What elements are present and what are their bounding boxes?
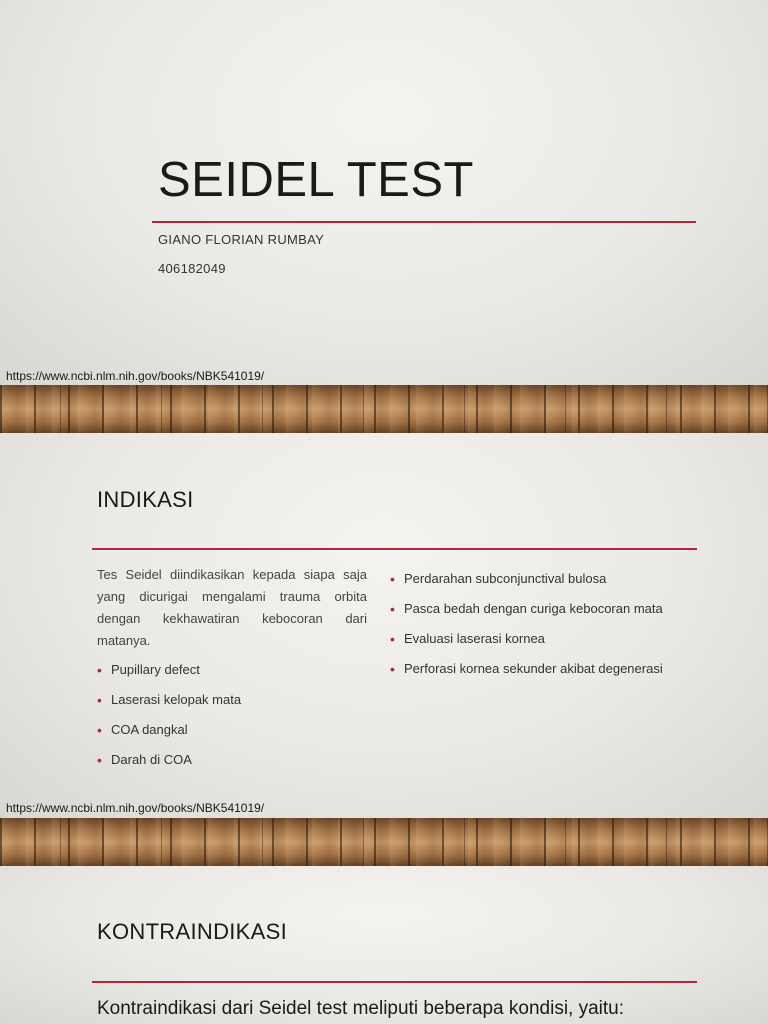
indikasi-intro: Tes Seidel diindikasikan kepada siapa saja yang dicurigai mengalami trauma orbita dengan kekhawatiran kebocoran dari matanya. (97, 567, 367, 648)
list-item: • Evaluasi laserasi kornea (390, 630, 710, 660)
wood-floor-band-1 (0, 385, 768, 433)
list-item: • Perforasi kornea sekunder akibat degenerasi (390, 660, 710, 690)
student-id: 406182049 (158, 261, 226, 276)
list-item: • Perdarahan subconjunctival bulosa (390, 570, 710, 600)
list-item: • Darah di COA (97, 751, 367, 781)
slide-1 (0, 0, 768, 385)
indikasi-left-list (97, 661, 367, 781)
indikasi-right-list (390, 570, 710, 690)
kontraindikasi-divider (92, 981, 697, 983)
indikasi-heading: INDIKASI (97, 487, 194, 512)
list-item: • COA dangkal (97, 721, 367, 751)
list-item: • Pupillary defect (97, 661, 367, 691)
source-link[interactable]: https://www.ncbi.nlm.nih.gov/books/NBK541019/ (6, 801, 265, 815)
kontraindikasi-heading: KONTRAINDIKASI (97, 919, 288, 944)
list-item: • Pasca bedah dengan curiga kebocoran mata (390, 600, 710, 630)
slide-title: SEIDEL TEST (158, 153, 474, 207)
wood-floor-band-2 (0, 818, 768, 866)
list-item: • Laserasi kelopak mata (97, 691, 367, 721)
title-divider (152, 221, 696, 223)
source-link[interactable]: https://www.ncbi.nlm.nih.gov/books/NBK541019/ (6, 369, 265, 383)
indikasi-divider (92, 548, 697, 550)
author-name: GIANO FLORIAN RUMBAY (158, 232, 325, 247)
kontraindikasi-text: Kontraindikasi dari Seidel test meliputi beberapa kondisi, yaitu: (97, 998, 625, 1019)
